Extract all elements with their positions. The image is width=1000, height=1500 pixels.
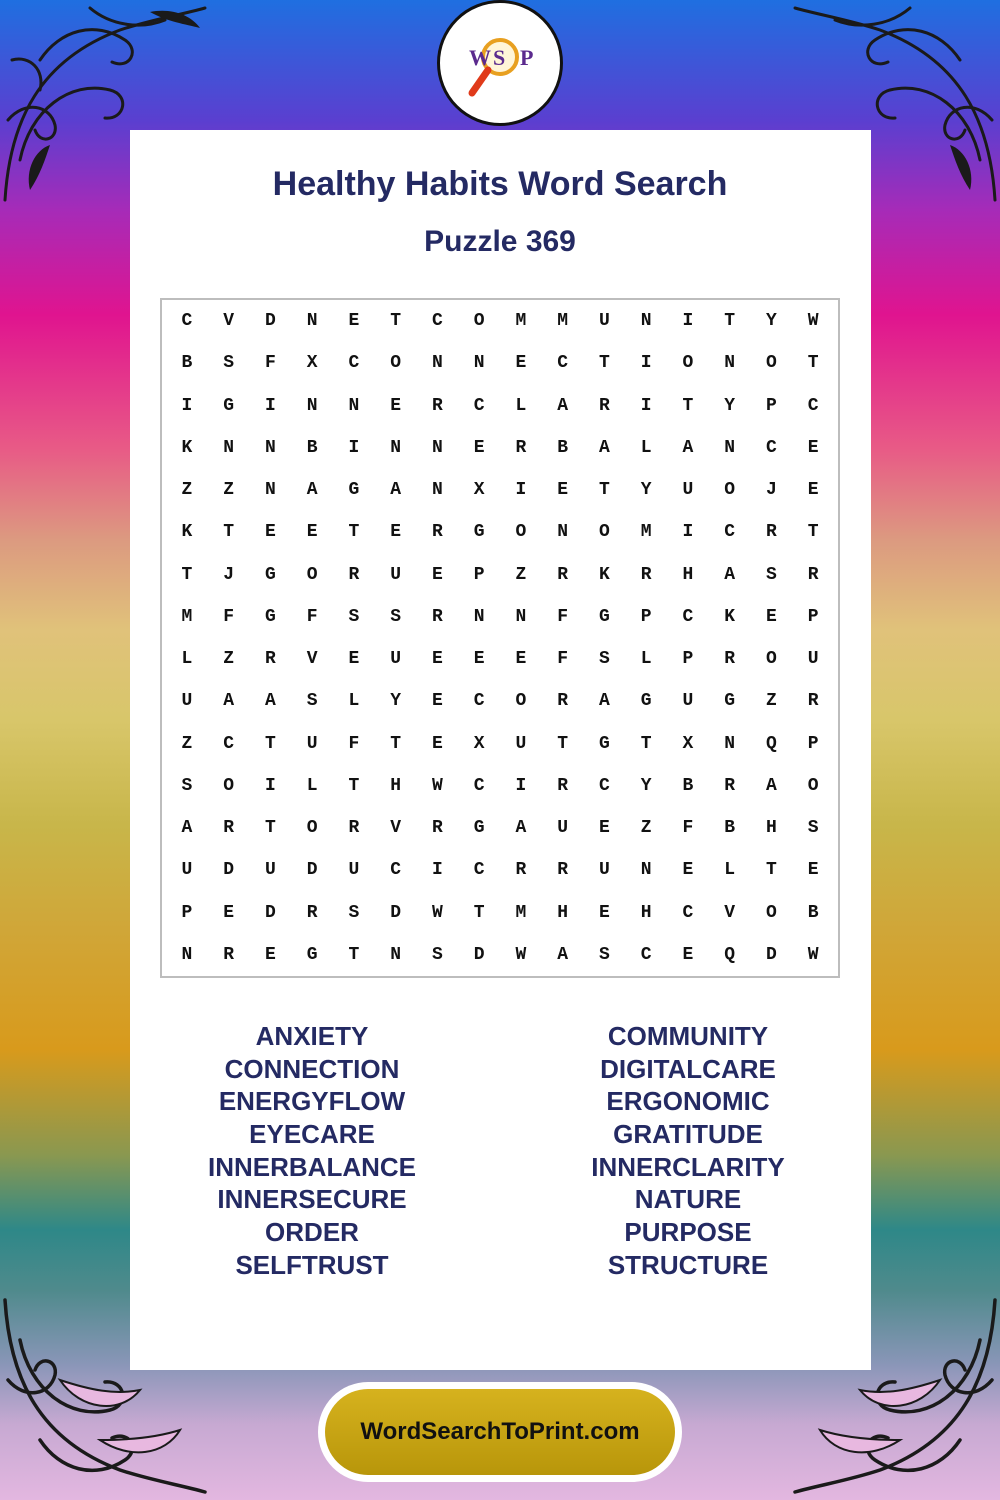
grid-cell: M [515,902,527,923]
grid-cell: D [390,902,402,923]
grid-cell: N [515,606,527,627]
grid-cell: R [598,395,610,416]
grid-cell: V [223,311,235,332]
grid-cell: R [724,775,736,796]
grid-cell: A [181,818,193,839]
grid-cell: E [557,480,569,501]
site-logo[interactable] [437,0,563,126]
grid-cell: A [598,691,610,712]
grid-cell: T [348,522,360,543]
grid-cell: F [223,606,235,627]
grid-cell: E [807,480,819,501]
grid-cell: C [181,311,193,332]
grid-cell: W [807,944,819,965]
grid-cell: O [598,522,610,543]
grid-cell: G [473,522,485,543]
grid-cell: R [264,649,276,670]
grid-cell: L [724,860,736,881]
grid-cell: M [640,522,652,543]
grid-cell: D [473,944,485,965]
grid-cell: Z [181,733,193,754]
grid-cell: S [181,775,193,796]
grid-cell: L [306,775,318,796]
grid-cell: V [390,818,402,839]
grid-cell: E [431,564,443,585]
grid-cell: T [598,353,610,374]
grid-cell: D [264,902,276,923]
grid-cell: U [390,564,402,585]
grid-cell: T [557,733,569,754]
grid-cell: R [515,860,527,881]
grid-cell: U [557,818,569,839]
grid-cell: O [306,564,318,585]
grid-cell: C [473,691,485,712]
grid-cell: P [807,606,819,627]
word-list-item: ENERGYFLOW [218,1086,406,1117]
grid-cell: R [306,902,318,923]
grid-cell: O [682,353,694,374]
site-link-button[interactable] [318,1382,682,1482]
grid-cell: O [765,649,777,670]
grid-cell: N [264,480,276,501]
grid-cell: E [306,522,318,543]
grid-cell: X [682,733,694,754]
grid-cell: I [181,395,193,416]
grid-cell: J [223,564,235,585]
grid-cell: Y [765,311,777,332]
grid-cell: C [390,860,402,881]
grid-cell: Y [724,395,736,416]
word-list-item: ORDER [265,1217,359,1248]
grid-cell: W [431,902,443,923]
grid-cell: Z [181,480,193,501]
grid-cell: U [598,311,610,332]
grid-cell: N [640,860,652,881]
grid-cell: V [306,649,318,670]
grid-cell: H [390,775,402,796]
grid-cell: Y [640,480,652,501]
grid-cell: I [640,353,652,374]
grid-cell: H [765,818,777,839]
grid-cell: F [557,606,569,627]
grid-cell: A [306,480,318,501]
grid-cell: A [557,395,569,416]
grid-cell: R [348,564,360,585]
grid-cell: R [640,564,652,585]
grid-cell: S [598,944,610,965]
grid-cell: U [348,860,360,881]
grid-cell: G [640,691,652,712]
grid-cell: L [515,395,527,416]
grid-cell: N [390,944,402,965]
grid-cell: I [682,311,694,332]
grid-cell: U [264,860,276,881]
grid-cell: D [306,860,318,881]
grid-cell: B [807,902,819,923]
grid-cell: T [348,944,360,965]
grid-cell: E [431,691,443,712]
grid-cell: E [807,437,819,458]
grid-cell: T [724,311,736,332]
grid-cell: C [724,522,736,543]
grid-cell: E [348,649,360,670]
grid-cell: T [181,564,193,585]
grid-cell: E [431,733,443,754]
grid-cell: C [807,395,819,416]
grid-cell: L [640,437,652,458]
grid-cell: O [515,522,527,543]
word-list-item: ERGONOMIC [606,1086,770,1117]
grid-cell: B [306,437,318,458]
grid-cell: C [348,353,360,374]
grid-cell: P [765,395,777,416]
grid-cell: N [431,437,443,458]
puzzle-number: Puzzle 369 [424,225,576,258]
word-list-item: COMMUNITY [607,1021,769,1051]
grid-cell: M [557,311,569,332]
grid-cell: R [557,775,569,796]
grid-cell: U [306,733,318,754]
logo-letter-s: S [493,45,506,70]
grid-cell: M [515,311,527,332]
grid-cell: U [181,691,193,712]
grid-cell: P [807,733,819,754]
grid-cell: W [515,944,527,965]
grid-cell: R [557,860,569,881]
grid-cell: O [306,818,318,839]
grid-cell: S [348,902,360,923]
grid-cell: I [515,775,527,796]
grid-cell: U [515,733,527,754]
grid-cell: T [390,733,402,754]
grid-cell: C [473,395,485,416]
grid-cell: U [682,480,694,501]
word-list-item: SELFTRUST [235,1249,389,1280]
grid-cell: E [390,395,402,416]
grid-cell: O [807,775,819,796]
grid-cell: B [682,775,694,796]
word-list-item: CONNECTION [224,1053,400,1084]
grid-cell: U [598,860,610,881]
grid-cell: C [473,860,485,881]
grid-cell: F [348,733,360,754]
grid-cell: N [724,733,736,754]
grid-cell: R [557,691,569,712]
grid-cell: P [682,649,694,670]
grid-cell: K [724,606,736,627]
grid-cell: N [390,437,402,458]
grid-cell: P [181,902,193,923]
grid-cell: D [223,860,235,881]
grid-cell: R [223,944,235,965]
grid-cell: M [181,606,193,627]
grid-cell: N [181,944,193,965]
grid-cell: F [306,606,318,627]
grid-cell: A [557,944,569,965]
grid-cell: I [348,437,360,458]
grid-cell: O [765,902,777,923]
grid-cell: G [306,944,318,965]
grid-cell: R [557,564,569,585]
grid-cell: T [682,395,694,416]
grid-cell: S [348,606,360,627]
grid-cell: E [348,311,360,332]
grid-cell: A [682,437,694,458]
grid-cell: E [682,860,694,881]
grid-cell: B [724,818,736,839]
grid-cell: U [181,860,193,881]
grid-cell: B [557,437,569,458]
grid-cell: E [264,522,276,543]
grid-cell: G [223,395,235,416]
grid-cell: T [348,775,360,796]
grid-cell: Q [765,733,777,754]
grid-cell: U [390,649,402,670]
grid-cell: N [306,311,318,332]
grid-cell: T [223,522,235,543]
grid-cell: C [431,311,443,332]
grid-cell: O [473,311,485,332]
grid-cell: A [765,775,777,796]
grid-cell: I [431,860,443,881]
grid-cell: P [640,606,652,627]
grid-cell: O [390,353,402,374]
grid-cell: E [473,437,485,458]
grid-cell: T [264,818,276,839]
grid-cell: N [348,395,360,416]
grid-cell: V [724,902,736,923]
grid-cell: D [264,311,276,332]
grid-cell: S [598,649,610,670]
grid-cell: C [640,944,652,965]
grid-cell: K [181,437,193,458]
grid-cell: E [390,522,402,543]
grid-cell: Y [390,691,402,712]
grid-cell: R [765,522,777,543]
grid-cell: W [431,775,443,796]
grid-cell: T [473,902,485,923]
grid-cell: H [682,564,694,585]
grid-cell: A [515,818,527,839]
grid-cell: Z [223,480,235,501]
grid-cell: T [598,480,610,501]
word-list-item: NATURE [634,1184,742,1215]
grid-cell: T [807,522,819,543]
word-list-item: EYECARE [249,1119,375,1150]
grid-cell: C [557,353,569,374]
grid-cell: P [473,564,485,585]
grid-cell: T [765,860,777,881]
word-list-item: GRATITUDE [613,1119,763,1150]
grid-cell: R [724,649,736,670]
grid-cell: L [348,691,360,712]
grid-cell: F [264,353,276,374]
grid-cell: O [515,691,527,712]
grid-cell: R [431,606,443,627]
grid-cell: E [598,818,610,839]
grid-cell: R [431,395,443,416]
grid-cell: G [264,564,276,585]
grid-cell: R [431,522,443,543]
word-list-item: PURPOSE [624,1217,752,1248]
word-list-item: ANXIETY [255,1021,369,1051]
grid-cell: R [515,437,527,458]
grid-cell: N [724,437,736,458]
grid-cell: R [348,818,360,839]
grid-cell: O [223,775,235,796]
logo-letter-w: W [469,45,491,70]
grid-cell: E [765,606,777,627]
grid-cell: Y [640,775,652,796]
grid-cell: A [264,691,276,712]
page-title: Healthy Habits Word Search [272,165,728,203]
grid-cell: G [348,480,360,501]
grid-cell: E [431,649,443,670]
grid-cell: L [181,649,193,670]
grid-cell: K [181,522,193,543]
word-list-right [498,1020,878,1282]
grid-cell: E [598,902,610,923]
word-list-item: INNERCLARITY [591,1151,785,1182]
word-list-left [122,1020,502,1282]
grid-cell: Z [640,818,652,839]
site-link-label[interactable]: WordSearchToPrint.com [325,1389,675,1475]
grid-cell: I [682,522,694,543]
grid-cell: Z [223,649,235,670]
grid-cell: E [264,944,276,965]
grid-cell: C [473,775,485,796]
grid-cell: I [640,395,652,416]
grid-cell: E [515,353,527,374]
grid-cell: E [515,649,527,670]
grid-cell: I [515,480,527,501]
grid-cell: A [724,564,736,585]
grid-cell: T [640,733,652,754]
grid-cell: X [473,733,485,754]
grid-cell: H [640,902,652,923]
grid-cell: E [682,944,694,965]
grid-cell: G [264,606,276,627]
grid-cell: I [264,395,276,416]
grid-cell: T [807,353,819,374]
grid-cell: O [765,353,777,374]
grid-cell: I [264,775,276,796]
grid-cell: R [431,818,443,839]
grid-cell: J [765,480,777,501]
grid-cell: N [557,522,569,543]
grid-cell: G [598,733,610,754]
grid-cell: R [807,564,819,585]
grid-cell: N [431,480,443,501]
grid-cell: H [557,902,569,923]
grid-cell: N [431,353,443,374]
word-list-item: INNERSECURE [217,1184,407,1215]
grid-cell: X [473,480,485,501]
grid-cell: S [807,818,819,839]
grid-cell: C [598,775,610,796]
grid-cell: N [264,437,276,458]
grid-cell: B [181,353,193,374]
grid-cell: C [765,437,777,458]
grid-cell: L [640,649,652,670]
word-list-item: DIGITALCARE [600,1053,776,1084]
grid-cell: G [724,691,736,712]
grid-cell: N [306,395,318,416]
grid-cell: R [223,818,235,839]
grid-cell: C [682,606,694,627]
letter-grid [160,298,840,978]
grid-cell: S [431,944,443,965]
grid-cell: T [264,733,276,754]
grid-cell: D [765,944,777,965]
grid-cell: A [390,480,402,501]
grid-cell: F [682,818,694,839]
grid-cell: S [765,564,777,585]
grid-cell: A [223,691,235,712]
logo-letter-p: P [520,45,534,70]
grid-cell: T [390,311,402,332]
grid-cell: N [640,311,652,332]
grid-cell: R [807,691,819,712]
grid-cell: N [473,606,485,627]
grid-cell: W [807,311,819,332]
grid-cell: N [724,353,736,374]
grid-cell: E [473,649,485,670]
grid-cell: Z [515,564,527,585]
grid-cell: N [473,353,485,374]
grid-cell: S [223,353,235,374]
grid-cell: C [223,733,235,754]
word-list-item: STRUCTURE [607,1249,769,1280]
grid-cell: N [223,437,235,458]
grid-cell: K [598,564,610,585]
grid-cell: X [306,353,318,374]
grid-cell: E [807,860,819,881]
grid-cell: C [682,902,694,923]
magnifier-icon [450,13,550,113]
grid-cell: O [724,480,736,501]
grid-cell: U [682,691,694,712]
grid-cell: G [473,818,485,839]
word-list-item: INNERBALANCE [208,1151,416,1182]
grid-cell: G [598,606,610,627]
grid-cell: E [223,902,235,923]
grid-cell: S [306,691,318,712]
grid-cell: F [557,649,569,670]
grid-cell: Q [724,944,736,965]
grid-cell: Z [765,691,777,712]
grid-cell: S [390,606,402,627]
grid-cell: U [807,649,819,670]
grid-cell: A [598,437,610,458]
